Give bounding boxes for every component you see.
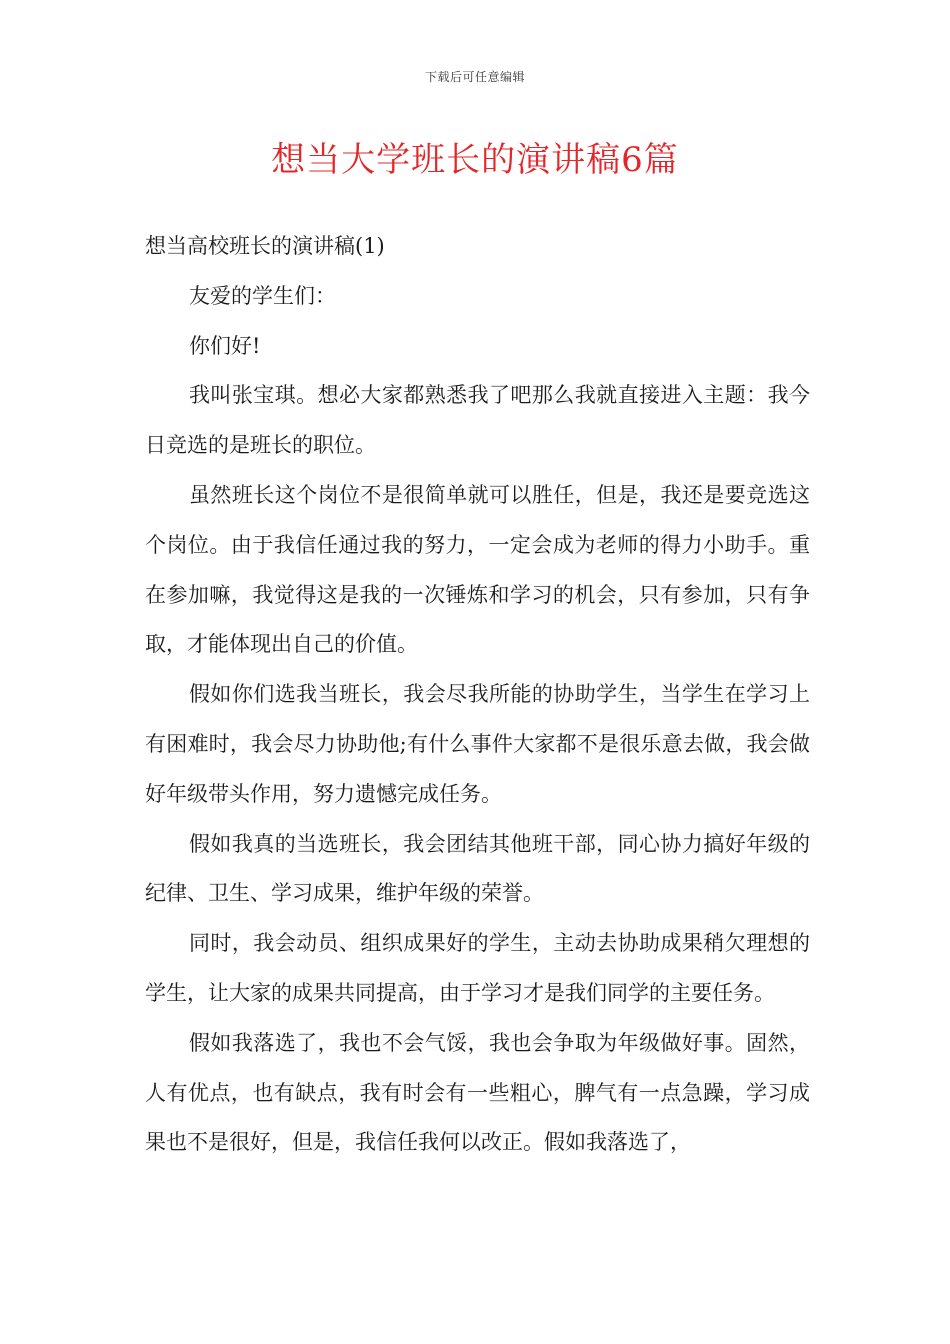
body-paragraph: 虽然班长这个岗位不是很简单就可以胜任，但是，我还是要竞选这个岗位。由于我信任通过我的努力，一定会成为老师的得力小助手。重在参加嘛，我觉得这是我的一次锤炼和学习的机会，只有参加，只有争取，才能体现出自己的价值。 xyxy=(145,482,810,657)
body-paragraph: 同时，我会动员、组织成果好的学生，主动去协助成果稍欠理想的学生，让大家的成果共同提高，由于学习才是我们同学的主要任务。 xyxy=(145,931,810,1005)
body-paragraph: 你们好! xyxy=(189,333,261,358)
header-note: 下载后可任意编辑 xyxy=(424,70,525,84)
body-paragraph: 友爱的学生们： xyxy=(189,283,336,308)
document-title: 想当大学班长的演讲稿6篇 xyxy=(271,140,679,180)
body-paragraph: 假如你们选我当班长，我会尽我所能的协助学生，当学生在学习上有困难时，我会尽力协助他;有什么事件大家都不是很乐意去做，我会做好年级带头作用，努力遗憾完成任务。 xyxy=(145,682,810,806)
document-body xyxy=(145,222,810,1168)
section-heading: 想当高校班长的演讲稿(1) xyxy=(145,234,385,258)
body-paragraph: 假如我真的当选班长，我会团结其他班干部，同心协力搞好年级的纪律、卫生、学习成果，维护年级的荣誉。 xyxy=(145,831,810,906)
body-paragraph: 我叫张宝琪。想必大家都熟悉我了吧那么我就直接进入主题：我今日竞选的是班长的职位。 xyxy=(145,383,810,458)
body-paragraph: 假如我落选了，我也不会气馁，我也会争取为年级做好事。固然，人有优点，也有缺点，我有时会有一些粗心，脾气有一点急躁，学习成果也不是很好，但是，我信任我何以改正。假如我落选了， xyxy=(145,1030,810,1155)
